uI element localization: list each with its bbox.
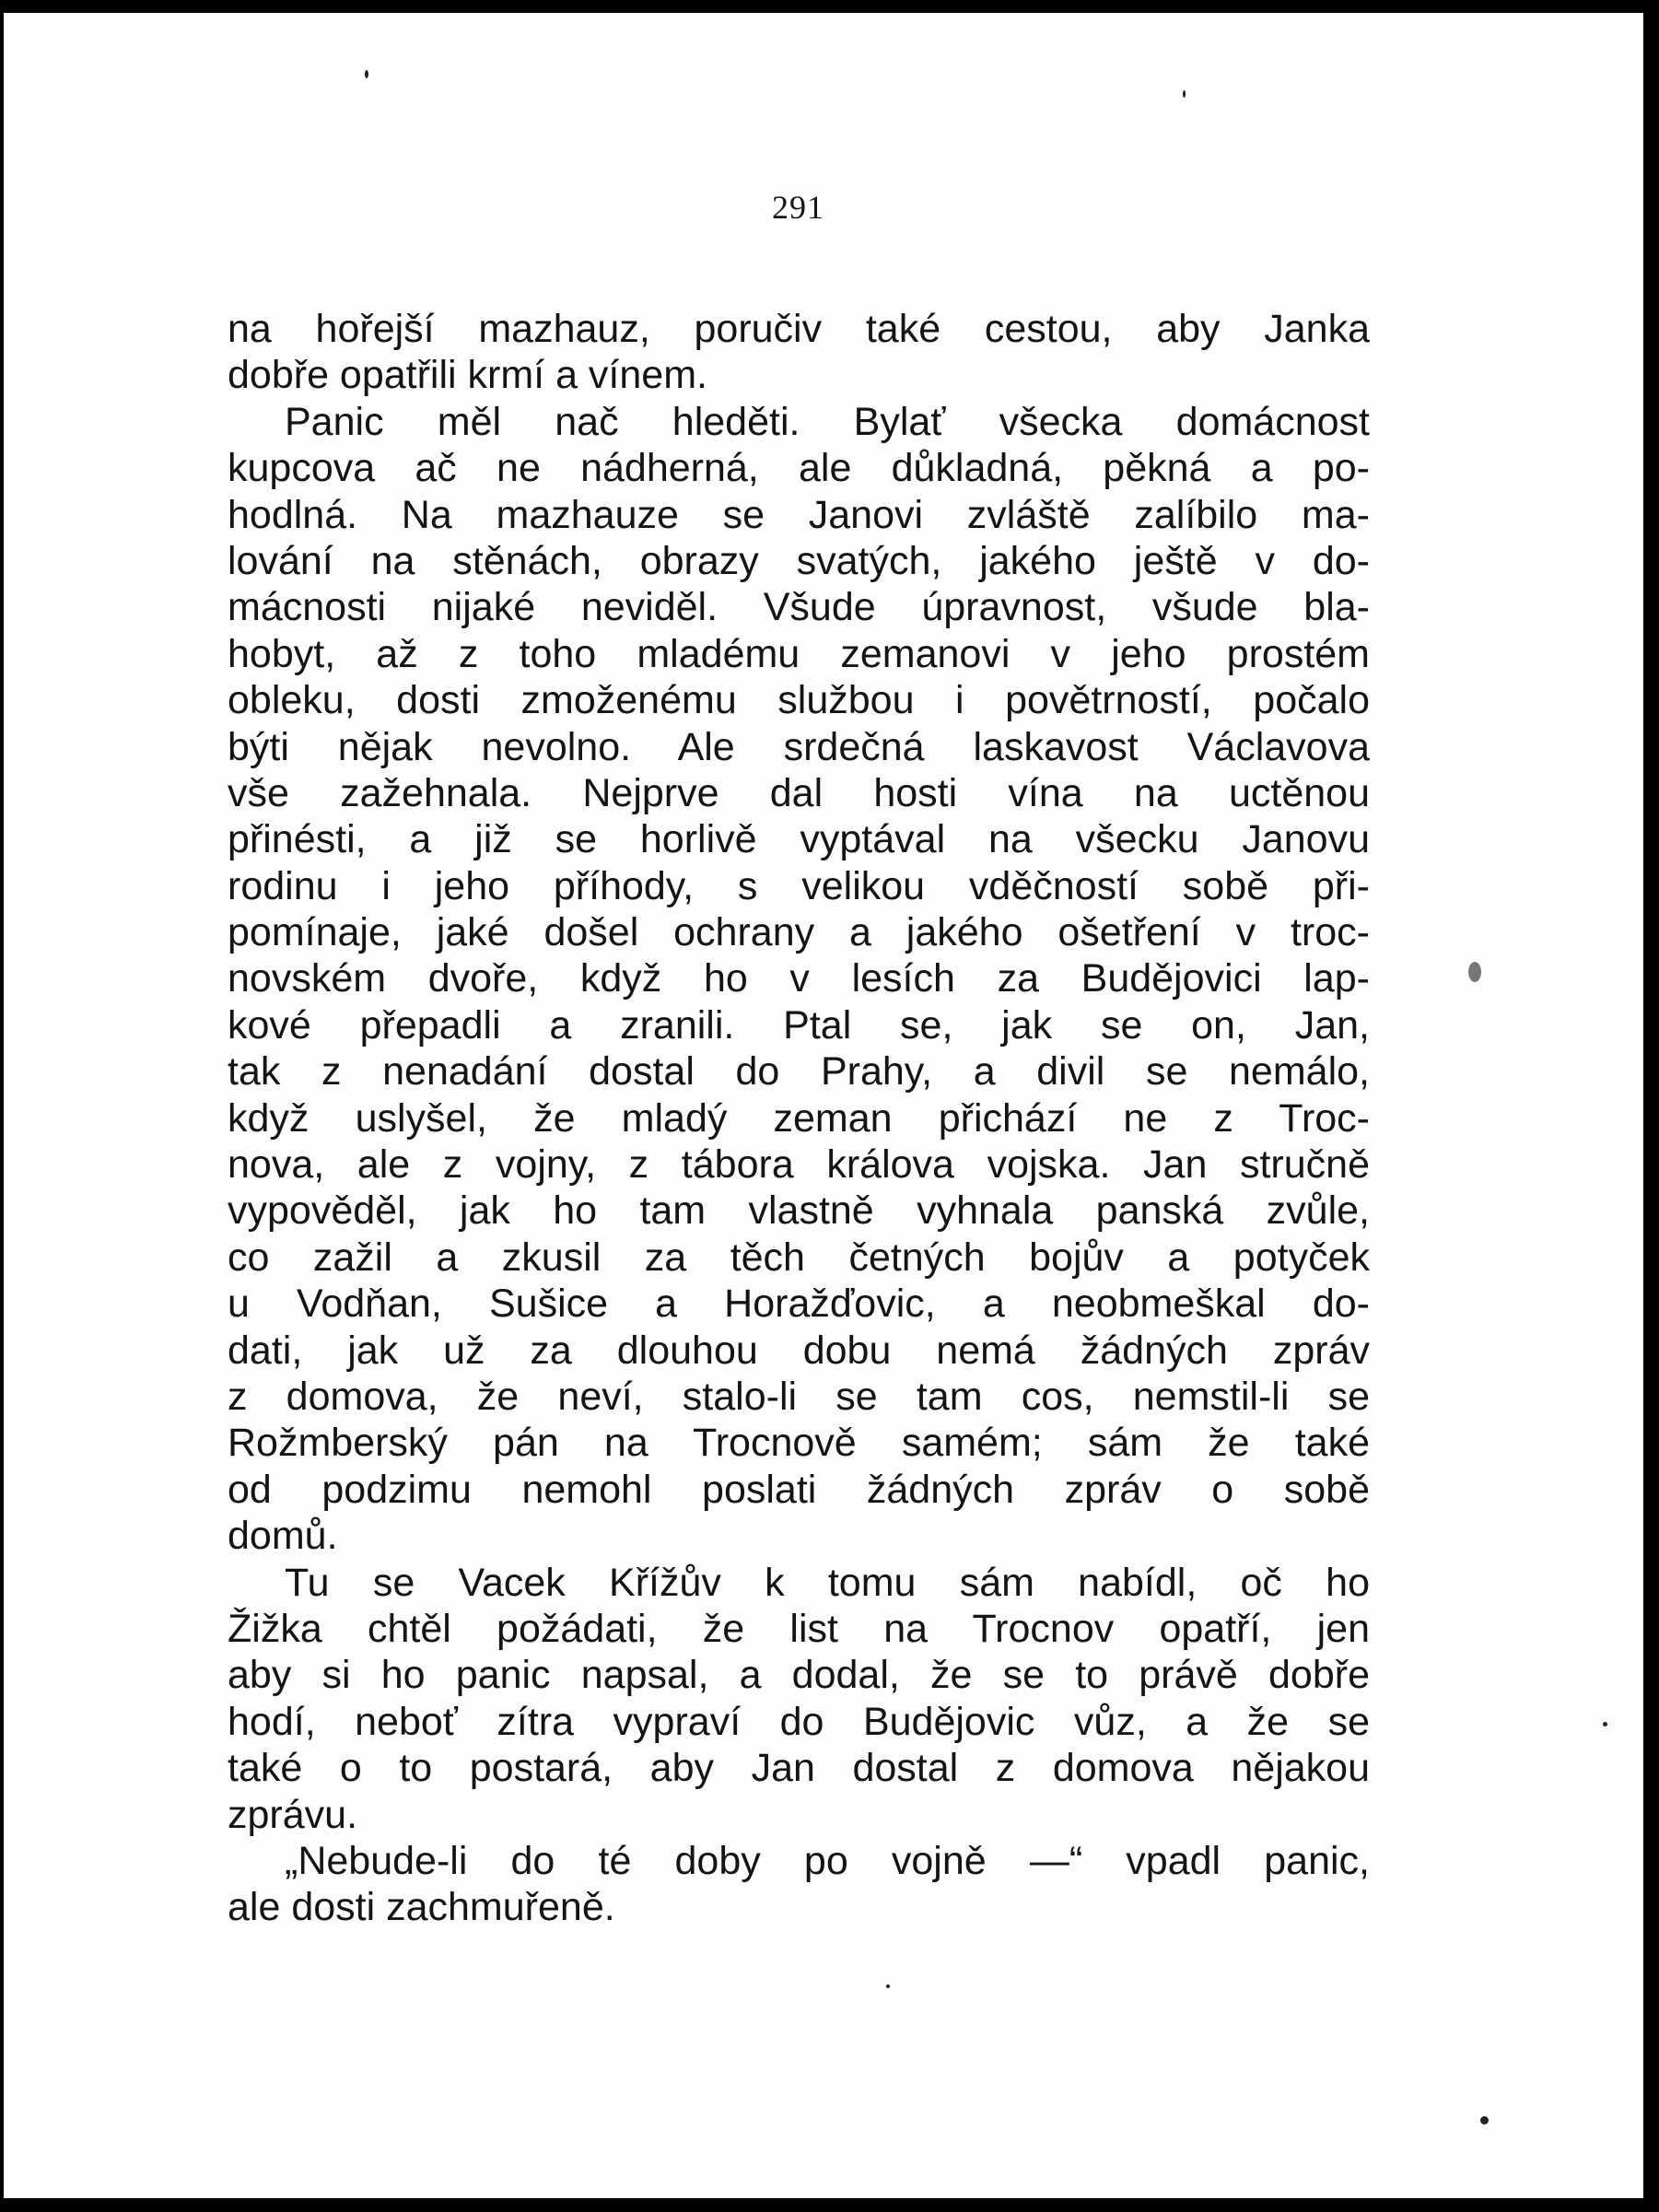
text-line: také o to postará, aby Jan dostal z domova nějakou [228, 1746, 1370, 1791]
text-line: mácnosti nijaké neviděl. Všude úpravnost, všude bla- [228, 585, 1370, 630]
text-line: pomínaje, jaké došel ochrany a jakého ošetření v troc- [228, 910, 1370, 955]
text-line: novském dvoře, když ho v lesích za Budějovici lap- [228, 956, 1370, 1001]
scan-speck [1603, 1722, 1607, 1726]
text-line: kupcova ač ne nádherná, ale důkladná, pěkná a po- [228, 446, 1370, 491]
text-line: vypověděl, jak ho tam vlastně vyhnala panská zvůle, [228, 1188, 1370, 1234]
text-line: tak z nenadání dostal do Prahy, a divil se nemálo, [228, 1049, 1370, 1094]
text-line: kové přepadli a zranili. Ptal se, jak se on, Jan, [228, 1002, 1370, 1047]
text-line: Panic měl nač hleděti. Bylať všecka domácnost [285, 399, 1370, 444]
text-line: z domova, že neví, stalo-li se tam cos, nemstil-li se [228, 1374, 1370, 1419]
scan-speck [1183, 90, 1186, 98]
text-line: Žižka chtěl požádati, že list na Trocnov opatří, jen [228, 1606, 1370, 1651]
text-line: u Vodňan, Sušice a Horažďovic, a neobmeškal do- [228, 1282, 1370, 1327]
text-line: aby si ho panic napsal, a dodal, že se to právě dobře [228, 1653, 1370, 1698]
book-page [4, 13, 1643, 2198]
text-line: rodinu i jeho příhody, s velikou vděčností sobě při- [228, 863, 1370, 908]
text-line: hodlná. Na mazhauze se Janovi zvláště zalíbilo ma- [228, 492, 1370, 537]
text-line: Rožmberský pán na Trocnově samém; sám že také [228, 1421, 1370, 1466]
text-line: lování na stěnách, obrazy svatých, jakého ještě v do- [228, 538, 1370, 583]
text-line: „Nebude-li do té doby po vojně —“ vpadl panic, [285, 1838, 1370, 1883]
text-line: Tu se Vacek Křížův k tomu sám nabídl, oč ho [285, 1560, 1370, 1605]
text-line: od podzimu nemohl poslati žádných zpráv o sobě [228, 1467, 1370, 1512]
page-number: 291 [772, 189, 824, 226]
text-line: vše zažehnala. Nejprve dal hosti vína na uctěnou [228, 770, 1370, 815]
text-line: když uslyšel, že mladý zeman přichází ne z Troc- [228, 1095, 1370, 1141]
text-line: obleku, dosti zmoženému službou i povětrností, počalo [228, 678, 1370, 723]
scan-speck [1468, 962, 1481, 982]
text-line: domů. [228, 1514, 338, 1559]
text-line: ale dosti zachmuřeně. [228, 1885, 615, 1930]
text-line: přinésti, a již se horlivě vyptával na všecku Janovu [228, 817, 1370, 862]
text-line: býti nějak nevolno. Ale srdečná laskavost Václavova [228, 724, 1370, 769]
text-line: dati, jak už za dlouhou dobu nemá žádných zpráv [228, 1328, 1370, 1373]
text-line: co zažil a zkusil za těch četných bojův a potyček [228, 1235, 1370, 1280]
scan-speck [886, 1984, 890, 1988]
scan-speck [365, 70, 368, 78]
text-line: hobyt, až z toho mladému zemanovi v jeho prostém [228, 631, 1370, 676]
scan-speck [1480, 2116, 1489, 2124]
text-line: hodí, neboť zítra vypraví do Budějovic vůz, a že se [228, 1699, 1370, 1744]
text-line: dobře opatřili krmí a vínem. [228, 353, 707, 398]
body-text [228, 306, 1370, 1931]
text-line: zprávu. [228, 1792, 358, 1837]
text-line: na hořejší mazhauz, poručiv také cestou, aby Janka [228, 307, 1370, 351]
text-line: nova, ale z vojny, z tábora králova vojska. Jan stručně [228, 1142, 1370, 1188]
